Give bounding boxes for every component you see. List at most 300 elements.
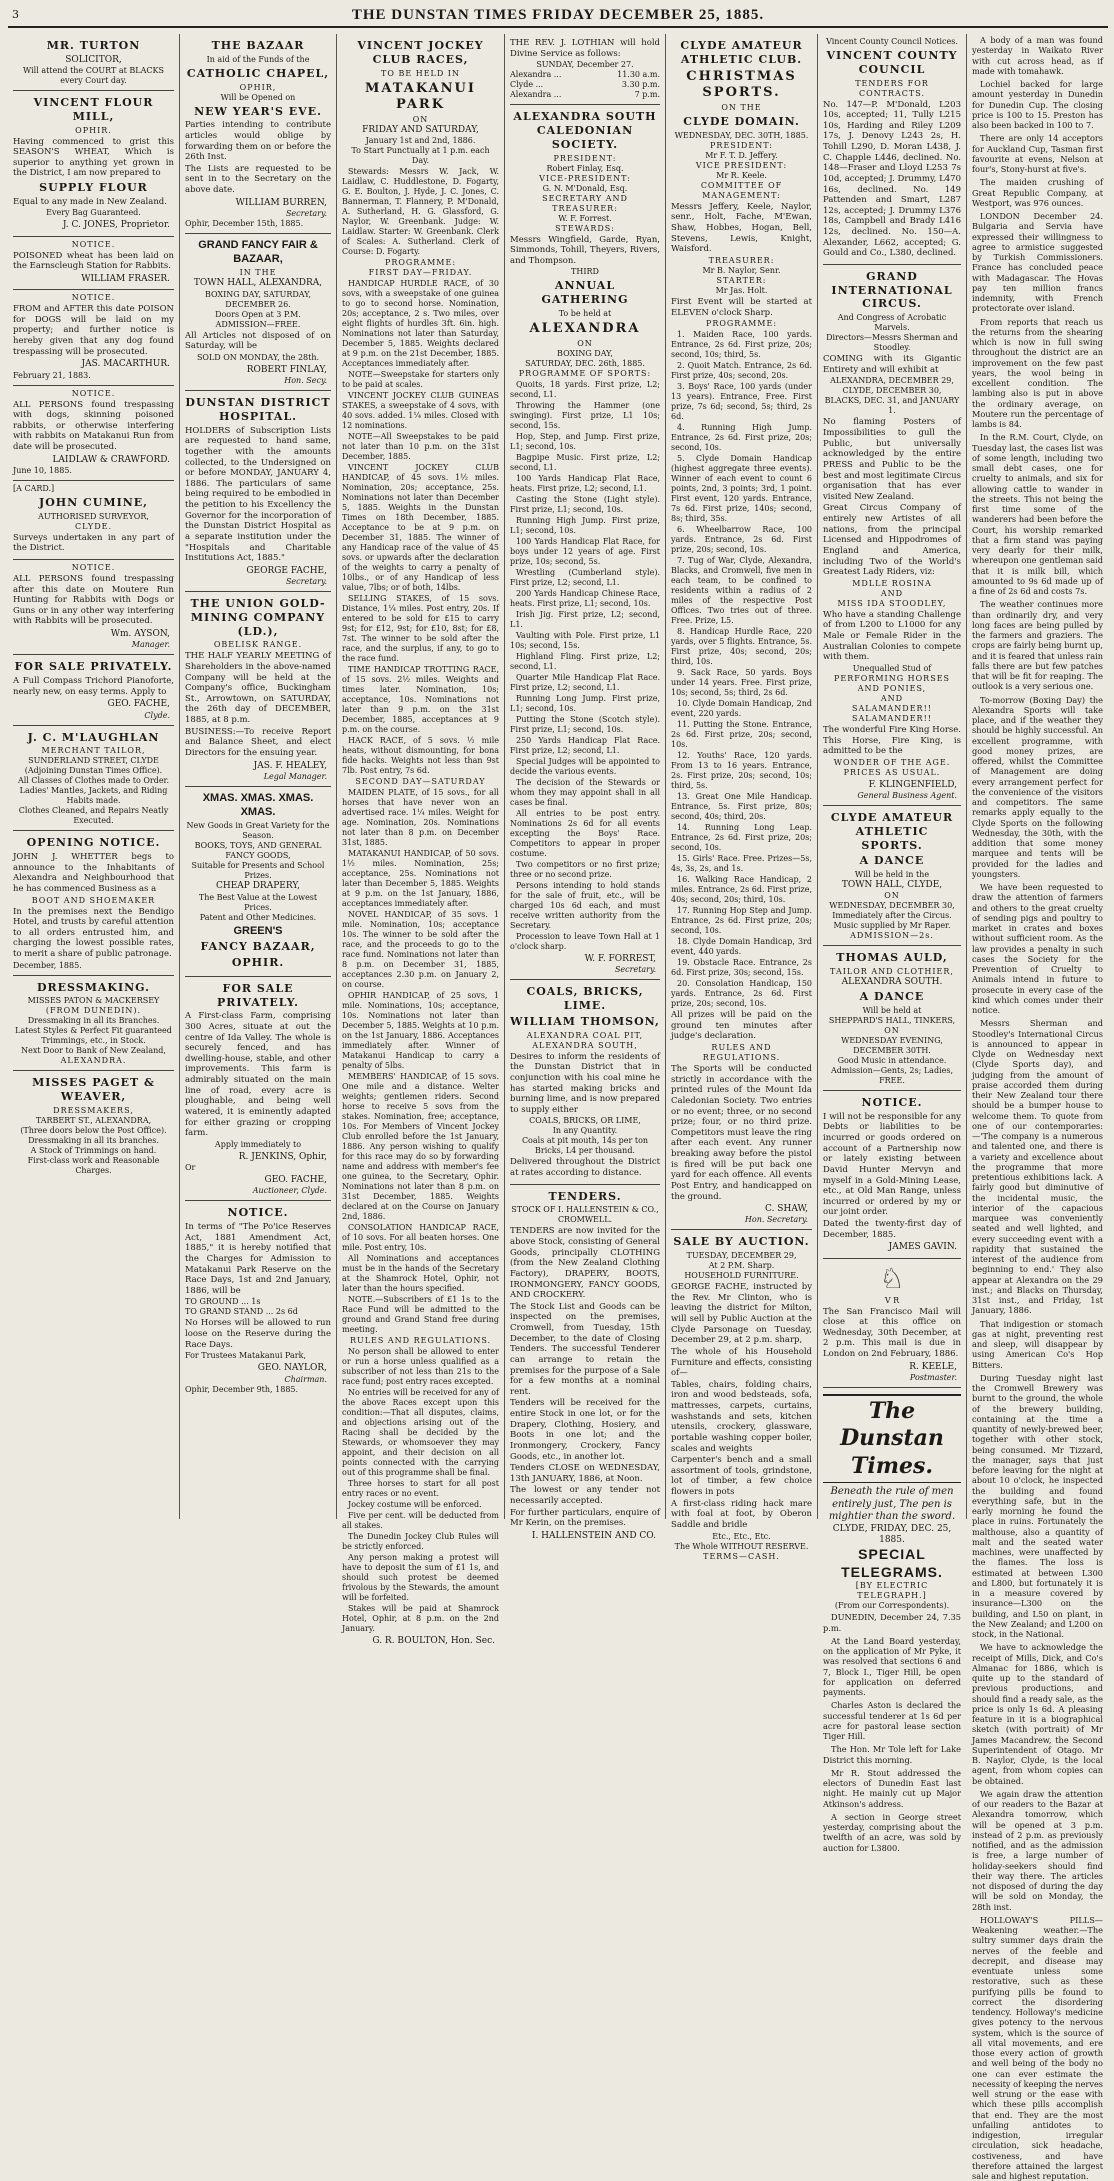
ad-line: TO GROUND ... 1s — [185, 1297, 261, 1307]
event-item: Highland Fling. First prize, L2; second, L1. — [510, 652, 660, 672]
ad-body: Great Circus Company of entirely new Artistes of all nations, from the principal Licensed and Hippodromes of England and America, including Two of the World's Greatest Lady Riders, viz: — [823, 503, 961, 578]
ad-heading: XMAS. XMAS. XMAS. XMAS. — [202, 791, 314, 818]
ad-signature: JAS. F. HEALEY, — [253, 760, 327, 771]
ad-date: SUNDAY, December 27. — [536, 60, 634, 70]
ad-signature: Hon. Secretary. — [744, 1215, 808, 1225]
ad-signature: Auctioneer, Clyde. — [252, 1186, 327, 1196]
ad-jockey-club — [342, 34, 499, 1652]
event-item: Wrestling (Cumberland style). First prize, L2; second, L1. — [510, 568, 660, 588]
ad-signature: Legal Manager. — [263, 771, 327, 781]
ad-line: Will be held at — [862, 1006, 922, 1015]
ad-heading: DRESSMAKING. — [36, 980, 150, 994]
ad-signature: Manager. — [131, 640, 170, 650]
editorial-section — [823, 1388, 961, 1860]
ad-heading: COALS, BRICKS, LIME. — [526, 985, 644, 1013]
ad-line: TOWN HALL, ALEXANDRA, — [193, 278, 323, 289]
ad-body: The Stock List and Goods can be inspected on the premises, Cromwell, from Tuesday, 15th December, to the date of Closing Tenders. The successful Tenderer can arrange to retain the premises for the purpose of a Sale for a few months at a nominal rent. — [510, 1301, 660, 1397]
ad-line: W. F. Forrest. — [558, 213, 612, 223]
news-paragraph: To-morrow (Boxing Day) the Alexandra Sports will take place, and if the weather they should be highly successful. An excellent programme, with good money prizes, are offered, whilst the Committee of Management are doing every arrangement perfect for the convenience of the visitors and competitors. The same remarks apply equally to the Clyde Sports on the following Wednesday, the 30th, with the addition that some money marquee and tents will be provided for the ladies and youngsters. — [972, 694, 1103, 879]
ad-line: Patent and Other Medicines. — [199, 912, 317, 922]
ad-line: To Start Punctually at 1 p.m. each Day. — [351, 146, 490, 166]
ad-line: DECEMBER 30TH. — [853, 1046, 931, 1055]
ad-mclaughlan — [13, 726, 174, 832]
ad-line: For Trustees Matakanui Park, — [185, 1351, 307, 1361]
event-item: 5. Clyde Domain Handicap (highest aggregate three events). Winner of each event to count 6 points, 2nd, 3 points; 3rd, 1 point. First event, 120 yards. Entrance, 7s 6d. First prize, 140s; second, 8s; third, 35s. — [671, 454, 812, 524]
ad-line: STEWARDS: — [555, 223, 615, 233]
dateline: DUNEDIN, December 24, 7.35 p.m. — [823, 1612, 961, 1633]
ad-body: ALL PERSONS found trespassing after this date on Moutere Run Hunting for Rabbits with Dogs or Guns or in any other way interfering with Rabbits will be prosecuted. — [13, 573, 174, 627]
ad-line: Mr R. Keele. — [716, 170, 767, 180]
rule-item: The Dunedin Jockey Club Rules will be strictly enforced. — [342, 1532, 499, 1552]
event-item: 100 Yards Handicap Flat Race, heats. First prize, L2; second, L1. — [510, 474, 660, 494]
ad-circus — [823, 265, 961, 806]
ad-line: MISS IDA STOODLEY, — [837, 598, 947, 608]
note-item: Two competitors or no first prize; three or no second prize. — [510, 860, 660, 880]
royal-crest-icon: ♘ — [879, 1261, 905, 1295]
ad-line: DRESSMAKERS, — [53, 1105, 134, 1115]
ad-line: Every Bag Guaranteed. — [46, 208, 141, 218]
ad-line: Or — [185, 1163, 196, 1172]
ad-body: The Sports will be conducted strictly in accordance with the printed rules of the Mount Ida Caledonian Society. Two entries or no event; three, or no second prize; four, or no third prize. Competitors must leave the ring after each event. Any runner breaking away before the pistol is fired will be put back one yard for each offence. All events Post Entry, and handicapped on the ground. — [671, 1064, 812, 1202]
race-item: TIME HANDICAP TROTTING RACE, of 15 sovs. 2½ miles. Weights and times later. Nomination, 10s; acceptance, 10s. Nominations not later than 9 p.m. on the 31st December, 1885, acceptances at 9 p.m. on the course. — [342, 665, 499, 735]
race-item: NOTE—All Sweepstakes to be paid not later than 10 p.m. on the 31st December, 1885. — [342, 432, 499, 462]
event-item: 3. Boys' Race, 100 yards (under 13 years). Entrance, Free. First prize, 7s 6d; second, 5s; third, 2s 6d. — [671, 382, 812, 422]
event-item: Putting the Stone (Scotch style). First prize, L1; second, 10s. — [510, 715, 660, 735]
news-paragraph: That indigestion or stomach gas at night, preventing rest and sleep, will disappear by using American Co's Hop Bitters. — [972, 1318, 1103, 1370]
ad-line: A Stock of Trimmings on hand. — [30, 1145, 157, 1155]
ad-heading: THE BAZAAR — [211, 39, 305, 52]
race-item: OPHIR HANDICAP, of 25 sovs, 1 mile. Nominations, 10s; acceptance, 10s. Nominations not later than December 5, 1885. Weights at 10 p.m. on the 1st January, 1886. Acceptances immediately after. Winner of Matakanui Handicap to carry a penalty of 5lbs. — [342, 991, 499, 1071]
ad-line: Dressmaking in all its branches. — [28, 1135, 159, 1145]
ad-signature: GEORGE FACHE, — [246, 565, 327, 576]
ad-line: Directors—Messrs Sherman and Stoodley. — [826, 333, 958, 353]
ad-line: PRESIDENT: — [553, 153, 617, 163]
ad-line: Doors Open at 3 P.M. — [215, 309, 301, 319]
news-paragraph: Lochiel backed for large amount yesterday in Dunedin for Dunedin Cup. The closing price is 100 to 15. Preston has also been backed in 100 to 7. — [972, 79, 1103, 130]
ad-line: OPHIR, — [239, 82, 277, 92]
ad-line: January 1st and 2nd, 1886. — [365, 136, 476, 146]
ad-thomas-auld — [823, 946, 961, 1091]
column-5 — [666, 34, 818, 1561]
news-paragraph: A section in George street yesterday, comprising about the twelfth of an acre, was sold by auction for L3800. — [823, 1811, 961, 1853]
event-list — [671, 330, 812, 1009]
event-item: Running Long Jump. First prize, L1; second, 10s. — [510, 694, 660, 714]
ad-line: ALEXANDRA — [529, 320, 641, 336]
ad-line: FANCY BAZAAR, — [200, 940, 316, 954]
ad-signature: Secretary. — [285, 577, 327, 586]
ad-signature: WILLIAM FRASER. — [81, 273, 170, 284]
ad-signature: R. JENKINS, Ophir, — [238, 1151, 327, 1162]
newspaper-page — [8, 0, 1108, 2181]
ad-body: Desires to inform the residents of the Dunstan District that in conjunction with his coal mine he has started making bricks and burning lime, and is now prepared to supply either — [510, 1051, 660, 1115]
ad-line: CHRISTMAS SPORTS. — [686, 68, 797, 100]
ad-gavin-notice — [823, 1091, 961, 1259]
event-item: Quoits, 18 yards. First prize, L2; second, L1. — [510, 380, 660, 400]
news-paragraph: In the R.M. Court, Clyde, on Tuesday last, the cases list was of some length, including two small debt cases, one for cruelty to animals, and six for allowing cattle to wander in the streets. This not being the first time some of the wanderers had been before the Court, his worship remarked that a firm stand was paying very dearly for their milk, whereupon one gentleman said that it is milk bill, which amounted to 9s 6d made up of a fine of 2s 6d and costs 7s. — [972, 432, 1103, 596]
news-paragraph: During Tuesday night last the Cromwell Brewery was burnt to the ground, the whole of the brewery building, containing at the time a quantity of newly-brewed beer, together with other stock, being consumed. Mr Tizzard, the manager, says that just before leaving for the night at about 10 o'clock, he inspected the building and found everything safe, but in the early morning he found the place in ruins. Fortunately the malthouse, also a quantity of malt and the seated water machines, were unaffected by the flames. The loss is estimated at between L300 and L800, but fortunately it is in a measure covered by insurance—L300 on the building, and L50 on plant, in the New Zealand; and L200 on stock, in the National. — [972, 1372, 1103, 1639]
ad-line: AND — [880, 693, 904, 703]
ad-line: CLYDE DOMAIN. — [683, 115, 800, 128]
rule-item: Three horses to start for all post entry races or no event. — [342, 1479, 499, 1499]
ad-line: ADMISSION—2s. — [850, 931, 934, 941]
ad-body: All prizes will be paid on the ground ten minutes after judge's declaration. — [671, 1010, 812, 1042]
ad-line: SATURDAY, DEC. 26th, 1885. — [525, 359, 645, 369]
ad-notice-trespass — [13, 386, 174, 481]
race-item: VINCENT JOCKEY CLUB HANDICAP, of 45 sovs. 1½ miles. Nomination, 20s; acceptance, 25s. Nominations not later than December 5, 1885. Weights in the Dunstan Times on 18th December, 1885. Acceptance to be at 9 p.m. on December 31, 1885. The winner of any Handicap race of the value of 45 sovs. or upwards after the declaration of the weights to carry a penalty of 10lbs., or of any Handicap of less value, 7lbs; or of both, 14lbs. — [342, 463, 499, 593]
ad-line: SOLICITOR, — [65, 54, 122, 65]
ad-body: Surveys undertaken in any part of the District. — [13, 532, 174, 554]
ad-line: Bricks, L4 per thousand. — [535, 1146, 635, 1156]
ad-line: (Three doors below the Post Office). — [20, 1125, 167, 1135]
ad-date: June 10, 1885. — [13, 465, 72, 475]
ad-signature: I. HALLENSTEIN AND CO. — [531, 1530, 656, 1541]
ad-signature: LAIDLAW & CRAWFORD. — [52, 454, 170, 465]
ad-line: WEDNESDAY EVENING, — [841, 1036, 943, 1045]
event-item: Casting the Stone (Light style). First prize, L1; second, 10s. — [510, 495, 660, 515]
ad-line: (FROM DUNEDIN). — [45, 1006, 142, 1016]
ad-body: All Articles not disposed of on Saturday, will be — [185, 330, 331, 352]
ad-line: FRIDAY AND SATURDAY, — [362, 125, 479, 135]
ad-line: Coals at pit mouth, 14s per ton — [521, 1136, 649, 1146]
news-paragraph: At the Land Board yesterday, on the application of Mr Pyke, it was resolved that sections 6 and 7, Block I., Tiger Hill, be open for application on deferred payments. — [823, 1635, 961, 1698]
race-item: VINCENT JOCKEY CLUB GUINEAS STAKES, a sweepstake of 4 sovs, with 40 sovs. added. 1¼ miles. Closed with 12 nominations. — [342, 391, 499, 431]
ad-body: I will not be responsible for any Debts or liabilities to be incurred or goods ordered on account of a Partnership now or lately existing between David Hunter Mervyn and myself in a Gold-Mining Lease, etc., at Old Man Range, unless incurred or ordered by my or our joint order. — [823, 1111, 961, 1218]
ad-line: In aid of the Funds of the — [206, 54, 310, 64]
ad-heading: TENDERS. — [548, 1189, 622, 1203]
ad-heading: VINCENT FLOUR MILL, — [33, 96, 154, 123]
ad-line: In any Quantity. — [552, 1126, 618, 1136]
ad-line: SHEPPARD'S HALL, TINKERS, — [828, 1016, 956, 1025]
ad-signature: ROBERT FINLAY, — [246, 364, 327, 375]
note-item: Special Judges will be appointed to decide the various events. — [510, 757, 660, 777]
masthead-title: THE DUNSTAN TIMES FRIDAY DECEMBER 25, 1885. — [351, 7, 765, 23]
ad-line: A DANCE — [859, 990, 925, 1004]
ad-park-notice — [185, 1201, 331, 1398]
ad-line: BOOKS, TOYS, AND GENERAL FANCY GOODS, — [194, 841, 322, 861]
news-paragraph: The maiden crushing of Great Republic Company, at Westport, was 976 ounces. — [972, 177, 1103, 208]
service-place: Clyde ... — [510, 80, 544, 90]
ad-body: Who have a standing Challenge of from L200 to L1000 for any Male or Female Rider in the Australian Colonies to compete with them. — [823, 609, 961, 663]
ad-line: OPHIR. — [75, 125, 112, 135]
ad-line: TENDERS FOR CONTRACTS. — [855, 78, 929, 98]
ad-line: AUTHORISED SURVEYOR, — [38, 511, 149, 521]
rule-item: Five per cent. will be deducted from all stakes. — [342, 1511, 499, 1531]
ad-body: No flaming Posters of Impossibilities to gull the Public, but universally acknowledged by the entire PRESS and Public to be the best and most legitimate Circus organisation that has ever visited New Zealand. — [823, 417, 961, 502]
ad-signature: G. R. BOULTON, Hon. Sec. — [372, 1636, 495, 1647]
event-item: Hop, Step, and Jump. First prize, L1; second, 10s. — [510, 432, 660, 452]
news-paragraph: We have been requested to draw the attention of farmers and others to the great cruelty of sending pigs and poultry to market in crates and boxes without sufficient room. As the law provides a penalty in such cases the Society for the Prevention of Cruelty to Animals intend in future to prosecute in every case of the kind which comes under their notice. — [972, 882, 1103, 1015]
event-item: 19. Obstacle Race. Entrance, 2s 6d. First prize, 30s; second, 15s. — [671, 958, 812, 978]
ad-body: For further particulars, enquire of Mr Kerin, on the premises. — [510, 1507, 660, 1529]
news-column — [972, 35, 1103, 2181]
ad-line: SALAMANDER!! — [851, 703, 933, 713]
ad-line: NEW YEAR'S EVE. — [194, 104, 322, 118]
ad-body: In the premises next the Bendigo Hotel, and trusts by careful attention to all orders entrusted him, and charging the lowest possible rates, to merit a share of public patronage. — [13, 906, 174, 959]
ad-cumine — [13, 481, 174, 560]
ad-signature: GEO. FACHE, — [264, 1175, 327, 1185]
ad-line: WILLIAM THOMSON, — [510, 1014, 660, 1028]
ad-notice-dogs — [13, 290, 174, 385]
ad-heading: CLYDE AMATEUR ATHLETIC SPORTS. — [830, 811, 954, 852]
ad-body: Having commenced to grist this SEASON'S WHEAT, Which is superior to anything yet grown in the District, I am now prepared to — [13, 136, 174, 179]
ad-line: VICE-PRESIDENT: — [539, 173, 631, 183]
column-7 — [967, 34, 1108, 2181]
ad-line: SALAMANDER!! — [851, 713, 933, 723]
service-time: 11.30 a.m. — [617, 70, 660, 80]
ad-line: New Goods in Great Variety for the Season. — [186, 821, 330, 841]
ad-opening-notice — [13, 831, 174, 975]
ad-line: Music supplied by Mr Raper. — [833, 921, 951, 931]
ad-line: MISSES PATON & MACKERSEY — [27, 996, 160, 1006]
ad-bazaar — [185, 34, 331, 234]
ad-line: Ladies' Mantles, Jackets, and Riding Habits made. — [19, 786, 168, 806]
race-list — [342, 279, 499, 776]
event-item: 15. Girls' Race. Free. Prizes—5s, 4s, 3s, 2s, and 1s. — [671, 854, 812, 874]
ad-line: TO GRAND STAND ... 2s 6d — [185, 1307, 298, 1317]
ad-lothian — [510, 34, 660, 105]
note-item: All Nominations and acceptances must be in the hands of the Secretary at the Shamrock Hotel, Ophir, not later than the hours specified. — [342, 1254, 499, 1294]
news-paragraph: From reports that reach us the returns from the shearing which is now in full swing throughout the district are an improvement on the few past years, the wool being in excellent condition. The lambing also is put in above the ordinary average, on Moutere run the percentage of lambs is 84. — [972, 316, 1103, 429]
ad-line: ON — [577, 339, 593, 349]
ad-heading: CLYDE AMATEUR ATHLETIC CLUB. — [680, 39, 803, 66]
ad-heading: GRAND FANCY FAIR & BAZAAR, — [198, 238, 318, 265]
ad-date: February 21, 1883. — [13, 370, 91, 380]
ad-line: RULES AND REGULATIONS. — [349, 1336, 492, 1346]
ad-body: JOHN J. WHETTER begs to announce to the Inhabitants of Alexandra and Neighbourhood that he has commenced Business as a — [13, 852, 174, 894]
ad-line: SUNDERLAND STREET, CLYDE — [28, 756, 159, 766]
ad-heading: DUNSTAN DISTRICT HOSPITAL. — [185, 396, 331, 423]
ad-signature: Secretary. — [614, 965, 656, 975]
ad-signature: JAS. MACARTHUR. — [81, 359, 170, 370]
ad-heading: ALEXANDRA SOUTH CALEDONIAN SOCIETY. — [513, 110, 657, 151]
ad-heading: MR. TURTON — [46, 39, 141, 52]
ad-line: STARTER: — [716, 275, 767, 285]
ad-date: Ophir, December 9th, 1885. — [185, 1384, 299, 1394]
news-paragraph: There are only 14 acceptors for Auckland Cup, Tasman first favourite at evens, Nelson at four's, Stony-hurst at five's. — [972, 133, 1103, 174]
ad-line: SECRETARY AND TREASURER: — [542, 193, 628, 213]
ad-line: COMMITTEE OF MANAGEMENT: — [700, 180, 783, 200]
editorial-motto: Beneath the rule of men entirely just, The pen is mightier than the sword. — [828, 1486, 956, 1523]
rule-item: Any person making a protest will have to deposit the sum of £1 1s, and should such protest be deemed frivolous by the Stewards, the amount will be forfeited. — [342, 1553, 499, 1603]
ad-line: PRICES AS USUAL. — [843, 767, 941, 777]
crest-letters: V R — [884, 1295, 900, 1305]
masthead — [8, 6, 1108, 28]
ad-date: Ophir, December 15th, 1885. — [185, 218, 304, 228]
ad-line: Will attend the COURT at BLACKS — [23, 66, 164, 75]
ad-body: Dated the twenty-first day of December, 1885. — [823, 1219, 961, 1240]
event-item: 13. Great One Mile Handicap. Entrance, 5s. First prize, 80s; second, 40s; third, 20s. — [671, 792, 812, 822]
ad-line: (From our Correspondents). — [834, 1601, 950, 1611]
ad-line: CLYDE. — [75, 521, 112, 531]
ad-line: And Congress of Acrobatic Marvels. — [837, 313, 947, 333]
news-paragraph: Mr R. Stout addressed the electors of Dunedin East last night. He mainly cut up Major Atkinson's address. — [823, 1767, 961, 1809]
ad-body: GEORGE FACHE, instructed by the Rev. Mr Clinton, who is leaving the district for Milton, will sell by Public Auction at the Clyde Parsonage on Tuesday, December 29, at 2 p.m. sharp, — [671, 1282, 812, 1346]
ad-body: A Full Compass Trichord Pianoforte, nearly new, on easy terms. Apply to — [13, 676, 174, 697]
news-paragraph: A body of a man was found yesterday in Waikato River with cut across head, as if made with tomahawk. — [972, 35, 1103, 76]
ad-signature: C. SHAW, — [765, 1204, 808, 1215]
event-item: Irish Jig. First prize, L2; second, L1. — [510, 610, 660, 630]
special-telegrams-heading: SPECIAL TELEGRAMS. — [841, 1546, 943, 1580]
event-item: Bagpipe Music. First prize, L2; second, L1. — [510, 453, 660, 473]
ad-signature: F. KLINGENFIELD, — [868, 779, 957, 790]
ad-fancy-fair — [185, 234, 331, 391]
ad-line: RULES AND REGULATIONS. — [702, 1043, 781, 1062]
ad-line: HOUSEHOLD FURNITURE. — [684, 1271, 799, 1281]
race-item: HANDICAP HURDLE RACE, of 30 sovs, with a sweepstake of one guinea to go to second horse. Nomination, 20s; acceptance, 2 s. Two miles, over eight flights of hurdles 3ft. 6in. high. Nominations not later than Saturday, December 5, 1885. Weights declared at 9 p.m. on the 21st December, 1885. Acceptances immediately after. — [342, 279, 499, 369]
ad-body: A First-class Farm, comprising 300 Acres, situate at out the centre of Ida Valley. The whole is securely fenced, and has dwelling-house, stable, and other improvements. This farm is admirably situated on the main line of road, every acre is ploughable, and being well watered, it is eminently adapted for either grazing or cropping farm. — [185, 1011, 331, 1139]
ad-line: TOWN HALL, CLYDE, — [841, 880, 943, 890]
ad-body: Stewards: Messrs W. Jack, W. Laidlaw, C. Huddlestone, D. Fogarty, G. E. Boulton, J. Hyde, J. C. Jones, C. Bannerman, T. Flannery, P. M'Donald, A. Sutherland, H. G. Glassford, G. Naylor, W. Greenbank. Judge: W. Laidlaw. Starter: W. Greenbank. Clerk of Scales: A. Sutherland. Clerk of Course: D. Fogarty. — [342, 167, 499, 257]
ad-caledonian — [510, 105, 660, 980]
ad-line: OBELISK RANGE. — [213, 640, 303, 650]
ad-dressmaking — [13, 976, 174, 1072]
ad-heading: VINCENT JOCKEY CLUB RACES, — [357, 39, 484, 66]
event-item: Quarter Mile Handicap Flat Race. First prize, L2; second, L1. — [510, 673, 660, 693]
ad-signature: GEO. FACHE, — [107, 699, 170, 710]
ad-line: A DANCE — [859, 854, 925, 868]
ad-line: ON — [884, 1026, 900, 1035]
event-item: 4. Running High Jump. Entrance, 2s 6d. First prize, 20s; second, 10s. — [671, 423, 812, 453]
ad-line: MERCHANT TAILOR, — [41, 746, 146, 756]
ad-turton — [13, 34, 174, 91]
news-paragraph: LONDON December 24. Bulgaria and Servia have expressed their willingness to agree to armistice suggested by Turkish Commissioners. France has concluded peace with Madagascar. The Hovas pay ten million francs indemnity, with French protectorate over island. — [972, 211, 1103, 314]
ad-body: Tenders CLOSE on WEDNESDAY, 13th JANUARY, 1886, at Noon. — [510, 1463, 660, 1484]
ad-line: IN THE — [239, 268, 277, 278]
ad-heading: MISSES PAGET & WEAVER, — [32, 1076, 155, 1104]
event-list — [510, 380, 660, 756]
ad-line: AND — [880, 588, 904, 598]
ad-heading: NOTICE. — [71, 293, 116, 303]
ad-paget-weaver — [13, 1071, 174, 1180]
ad-signature: General Business Agent. — [857, 791, 957, 800]
ad-heading: NOTICE. — [71, 239, 116, 249]
ad-line: CHEAP DRAPERY, — [216, 881, 300, 892]
ad-notice-poison — [13, 237, 174, 291]
ad-body: First Event will be started at ELEVEN o'clock Sharp. — [671, 296, 812, 318]
ad-signature: JAMES GAVIN. — [888, 1242, 957, 1253]
service-place: Alexandra ... — [510, 70, 562, 80]
editorial-masthead: The Dunstan Times. — [823, 1394, 961, 1484]
ad-line: SECOND DAY—SATURDAY — [355, 777, 486, 787]
ad-line: TUESDAY, DECEMBER 29, — [686, 1251, 797, 1261]
ad-line: Next Door to Bank of New Zealand, — [21, 1046, 166, 1056]
ad-heading: GRAND INTERNATIONAL CIRCUS. — [831, 269, 953, 311]
ad-line: ALEXANDRA SOUTH, — [532, 1040, 638, 1050]
ad-line: Admission—Gents, 2s; Ladies, FREE. — [830, 1066, 954, 1085]
ad-line: ALEXANDRA COAL PIT, — [526, 1030, 644, 1040]
ad-heading: THE UNION GOLD-MINING COMPANY (LD.), — [190, 597, 326, 638]
ad-clyde-athletic — [671, 34, 812, 1230]
ad-signature: Chairman. — [284, 1374, 327, 1384]
event-item: Throwing the Hammer (one swinging). First prize, L1 10s; second, 15s. — [510, 401, 660, 431]
ad-line: First-class work and Reasonable Charges. — [27, 1155, 160, 1175]
page-folio: 3 — [12, 8, 19, 21]
race-item: HACK RACE, of 5 sovs. ½ mile heats, without dismounting, for bona fide hacks. Weights not less than 9st 7lb. Post entry, 7s 6d. — [342, 736, 499, 776]
editorial-date: CLYDE, FRIDAY, DEC. 25, 1885. — [832, 1523, 952, 1546]
ad-signature: J. C. JONES, Proprietor. — [62, 220, 170, 231]
ad-date: December, 1885. — [13, 960, 82, 970]
event-item: Vaulting with Pole. First prize, L1 10s; second, 15s. — [510, 631, 660, 651]
race-item: SELLING STAKES, of 15 sovs. Distance, 1¼ miles. Post entry, 20s. If entered to be sold for £15 to carry 9st; for £12, 9st; for £10, 8st; for £8, 7st. The winner to be sold after the race, and the surplus, if any, to go to the race fund. — [342, 594, 499, 664]
race-item: MAIDEN PLATE, of 15 sovs., for all horses that have never won an advertised race. 1¼ miles. Weight for age. Nomination, 20s. Nominations not later than 8 p.m. on December 31st, 1885. — [342, 788, 499, 848]
news-paragraph: We have to acknowledge the receipt of Mills, Dick, and Co's Almanac for 1886, which is quite up to the standard of previous productions, and should find a ready sale, as the price is only 1s 6d. A pleasing feature in it is a biographical sketch (with portrait) of Mr James Macandrew, the Second Superintendent of Otago. Mr B. Naylor, Clyde, is the local agent, from whom copies can be obtained. — [972, 1642, 1103, 1786]
column-2 — [180, 34, 337, 1519]
ad-body: Tenders will be received for the entire Stock in one lot, or for the Drapery, Clothing, Hosiery, and Boots in one lot; and the Ironmongery, Crockery, Fancy Goods, etc., in another lot. — [510, 1398, 660, 1462]
ad-heading: THE REV. J. LOTHIAN will hold Divine Service as follows: — [510, 38, 660, 59]
ad-body: THE HALF YEARLY MEETING of Shareholders in the above-named Company will be held at the Company's office, Buckingham St., Arrowtown, on SATURDAY, the 26th day of DECEMBER, 1885, at 8 p.m. — [185, 651, 331, 725]
ad-line: PERFORMING HORSES AND PONIES, — [833, 673, 951, 693]
ad-line: PROGRAMME: — [705, 319, 778, 329]
ad-line: Good Music in attendance. — [837, 1056, 947, 1065]
ad-line: Etc., Etc., Etc. — [712, 1531, 771, 1541]
ad-body: No Horses will be allowed to run loose on the Reserve during the Race Days. — [185, 1318, 331, 1350]
ad-body: In terms of "The Po'ice Reserves Act, 1881 Amendment Act, 1885," it is hereby notified that the Charges for Admission to Matakanui Park Reserve on the Race Days, 1st and 2nd January, 1886, will be — [185, 1222, 331, 1296]
ad-line: Suitable for Presents and School Prizes. — [191, 861, 325, 881]
ad-piano-sale — [13, 655, 174, 725]
ad-body: Equal to any made in New Zealand. — [13, 196, 167, 207]
service-times — [510, 70, 660, 100]
ad-line: THIRD — [571, 267, 599, 277]
ad-signature: Hon. Secy. — [284, 376, 327, 386]
ad-line: Trimmings, etc., in Stock. — [41, 1036, 146, 1046]
ad-line: BOXING DAY, — [557, 349, 613, 359]
ad-line: PROGRAMME: — [384, 258, 457, 268]
column-6 — [818, 34, 967, 1853]
ad-mail-notice — [823, 1259, 961, 1388]
ad-body: The San Francisco Mail will close at this office on Wednesday, 30th December, at 2 p.m. This mail is due in London on 2nd February, 1886. — [823, 1306, 961, 1359]
note-item: All entries to be post entry. Nominations 2s 6d for all events excepting the Boys' Race. Competitors to appear in proper costume. — [510, 809, 660, 859]
ad-line: GREEN'S — [233, 924, 283, 937]
service-row — [510, 70, 660, 80]
news-paragraph: Messrs Sherman and Stoodley's International Circus is announced to appear in Clyde on Wednesday next (Clyde Sports day), and judging from the amount of praise accorded them during their New Zealand tour there should be a bumper house to welcome them. To quote from one of our contemporaries:—'The company is a numerous and talented one, and there is a variety and excellence about the programme that more pretentious exhibitions lack. A fairly good but diminutive of the incidental music, the interior of the capacious marquee was conveniently seated and well lighted, and every succeeding event with a rapidity that sustained the interest of the audience from beginning to end.' They also appear at Alexandra on the 29 inst.; and Blacks on Thursday, 31st inst., and Friday, 1st January, 1886. — [972, 1018, 1103, 1316]
ad-body: Messrs Jeffery, Keele, Naylor, senr., Holt, Fache, M'Ewan, Shaw, Hobbes, Hogan, Bell, Stevens, Lewis, Knight, Waisford. — [671, 201, 812, 255]
news-paragraph: We again draw the attention of our readers to the Bazar at Alexandra tomorrow, which will be opened at 3 p.m. instead of 2 p.m. as previously notified, and as the admission is free, a large number of holiday-seekers should find their way there. The articles not disposed of during the day will be sold on Monday, the 28th inst. — [972, 1788, 1103, 1912]
ad-line: ADMISSION—FREE. — [215, 319, 301, 329]
ad-line: The Best Value at the Lowest Prices. — [198, 892, 318, 912]
ad-line: MATAKANUI PARK — [365, 80, 476, 112]
ad-line: CATHOLIC CHAPEL, — [186, 66, 330, 80]
race-item: NOVEL HANDICAP, of 35 sovs. 1 mile. Nomination, 10s; acceptance 10s. The winner to be sold after the race, and the proceeds to go to the race fund. Nominations not later than 8 p.m. on December 31, 1885, acceptances 2.30 p.m. on January 2, on course. — [342, 910, 499, 990]
note-item: Procession to leave Town Hall at 1 o'clock sharp. — [510, 932, 660, 952]
ad-signature: GEO. NAYLOR, — [257, 1363, 327, 1374]
ad-heading: JOHN CUMINE, — [38, 495, 148, 509]
ad-flour-mill — [13, 91, 174, 237]
ad-line: STOCK OF I. HALLENSTEIN & CO., CROMWELL. — [511, 1205, 659, 1225]
ad-signature: R. KEELE, — [909, 1361, 957, 1372]
ad-body: A first-class riding hack mare with foal at foot, by Oberon Saddle and bridle — [671, 1498, 812, 1530]
event-item: 11. Putting the Stone. Entrance, 2s 6d. First prize, 20s; second, 10s. — [671, 720, 812, 750]
race-item: NOTE—Sweepstake for starters only to be paid at scales. — [342, 370, 499, 390]
service-time: 3.30 p.m. — [621, 80, 660, 90]
event-item: 7. Tug of War, Clyde, Alexandra, Blacks, and Cromwell, five men in each team, to be confined to residents within a radius of 2 miles of the respective Post Offices. Two tries out of three. Free. Prize, L5. — [671, 556, 812, 626]
note-item: NOTE.—Subscribers of £1 1s to the Race Fund will be admitted to the ground and Grand Stand free during meeting. — [342, 1295, 499, 1335]
ad-body: Delivered throughout the District at rates according to distance. — [510, 1157, 660, 1178]
event-item: 14. Running Long Leap. Entrance, 2s 6d. First prize, 20s; second, 10s. — [671, 823, 812, 853]
ad-label: Vincent County Council Notices. — [826, 37, 958, 46]
ad-line: G. N. M'Donald, Esq. — [542, 183, 628, 193]
event-item: 1. Maiden Race, 100 yards. Entrance, 2s 6d. First prize, 20s; second, 10s; third, 5s. — [671, 330, 812, 360]
ad-line: TO BE HELD IN — [381, 68, 460, 78]
ad-signature: Clyde. — [144, 710, 170, 720]
ad-line: Apply immediately to — [214, 1139, 302, 1149]
column-4 — [505, 34, 666, 1541]
ad-heading: FOR SALE PRIVATELY. — [14, 660, 173, 674]
ad-tenders — [510, 1185, 660, 1547]
ad-body: The lowest or any tender not necessarily accepted. — [510, 1485, 660, 1506]
race-item: MEMBERS' HANDICAP, of 15 sovs. One mile and a distance. Welter weights; gentlemen riders. Second horse to receive 5 sovs from the stakes. Nomination, free; acceptance, 10s. For Members of Vincent Jockey Club enrolled before the 1st January, 1886. Any person wishing to qualify for this race may do so by forwarding name and address with member's fee one guinea, to the Secretary, Ophir. Nominations not later than 8 p.m. on 31st December, 1885. Weights declared at on the Course on January 2nd, 1886. — [342, 1072, 499, 1222]
ad-line: PROGRAMME OF SPORTS: — [518, 369, 652, 379]
ad-line: Mr B. Naylor, Senr. — [702, 265, 781, 275]
